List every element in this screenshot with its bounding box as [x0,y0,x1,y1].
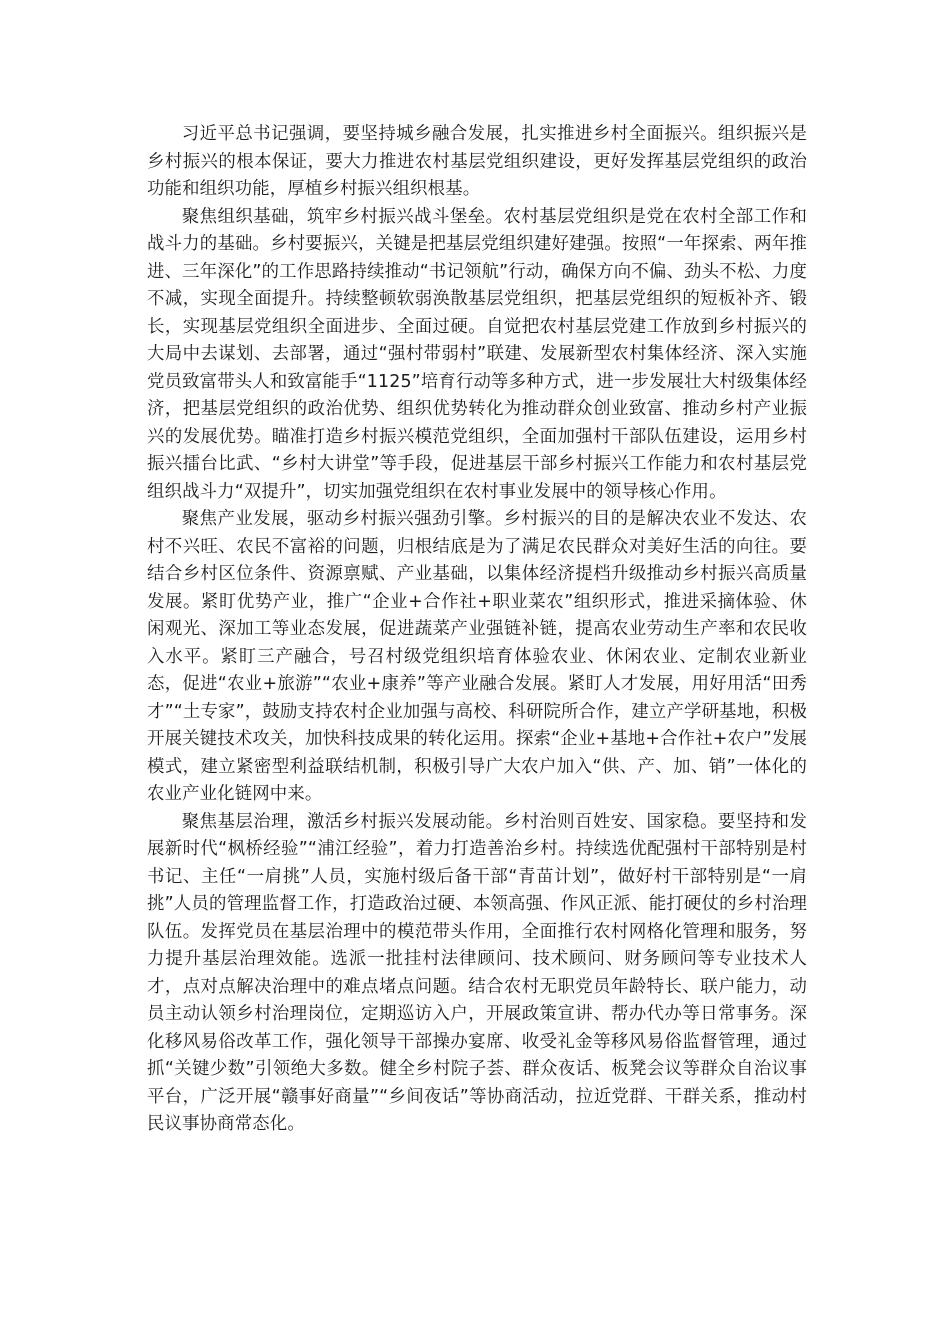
paragraph-industry-development: 聚焦产业发展，驱动乡村振兴强劲引擎。乡村振兴的目的是解决农业不发达、农村不兴旺、农民不富裕的问题，归根结底是为了满足农民群众对美好生活的向往。要结合乡村区位条件、资源禀赋、产业基础，以集体经济提档升级推动乡村振兴高质量发展。紧盯优势产业，推广“企业+合作社+职业菜农”组织形式，推进采摘体验、休闲观光、深加工等业态发展，促进蔬菜产业强链补链，提高农业劳动生产率和农民收入水平。紧盯三产融合，号召村级党组织培育体验农业、休闲农业、定制农业新业态，促进“农业+旅游”“农业+康养”等产业融合发展。紧盯人才发展，用好用活“田秀才”“土专家”，鼓励支持农村企业加强与高校、科研院所合作，建立产学研基地，积极开展关键技术攻关，加快科技成果的转化运用。探索“企业+基地+合作社+农户”发展模式，建立紧密型利益联结机制，积极引导广大农户加入“供、产、加、销”一体化的农业产业化链网中来。 [147,509,807,804]
paragraph-organization-foundation: 聚焦组织基础，筑牢乡村振兴战斗堡垒。农村基层党组织是党在农村全部工作和战斗力的基础。乡村要振兴，关键是把基层党组织建好建强。按照“一年探索、两年推进、三年深化”的工作思路持续推动“书记领航”行动，确保方向不偏、劲头不松、力度不减，实现全面提升。持续整顿软弱涣散基层党组织，把基层党组织的短板补齐、锻长，实现基层党组织全面进步、全面过硬。自觉把农村基层党建工作放到乡村振兴的大局中去谋划、去部署，通过“强村带弱村”联建、发展新型农村集体经济、深入实施党员致富带头人和致富能手“1125”培育行动等多种方式，进一步发展壮大村级集体经济，把基层党组织的政治优势、组织优势转化为推动群众创业致富、推动乡村产业振兴的发展优势。瞄准打造乡村振兴模范党组织，全面加强村干部队伍建设，运用乡村振兴擂台比武、“乡村大讲堂”等手段，促进基层干部乡村振兴工作能力和农村基层党组织战斗力“双提升”，切实加强党组织在农村事业发展中的领导核心作用。 [147,206,807,502]
document-body [147,121,807,1139]
paragraph-grassroots-governance: 聚焦基层治理，激活乡村振兴发展动能。乡村治则百姓安、国家稳。要坚持和发展新时代“枫桥经验”“浦江经验”，着力打造善治乡村。持续选优配强村干部特别是村书记、主任“一肩挑”人员，实施村级后备干部“青苗计划”，做好村干部特别是“一肩挑”人员的管理监督工作，打造政治过硬、本领高强、作风正派、能打硬仗的乡村治理队伍。发挥党员在基层治理中的模范带头作用，全面推行农村网格化管理和服务，努力提升基层治理效能。选派一批挂村法律顾问、技术顾问、财务顾问等专业技术人才，点对点解决治理中的难点堵点问题。结合农村无职党员年龄特长、联户能力，动员主动认领乡村治理岗位，定期巡访入户，开展政策宣讲、帮办代办等日常事务。深化移风易俗改革工作，强化领导干部操办宴席、收受礼金等移风易俗监督管理，通过抓“关键少数”引领绝大多数。健全乡村院子荟、群众夜话、板凳会议等群众自治议事平台，广泛开展“赣事好商量”“乡间夜话”等协商活动，拉近党群、干群关系，推动村民议事协商常态化。 [147,811,807,1134]
paragraph-intro: 习近平总书记强调，要坚持城乡融合发展，扎实推进乡村全面振兴。组织振兴是乡村振兴的根本保证，要大力推进农村基层党组织建设，更好发挥基层党组织的政治功能和组织功能，厚植乡村振兴组织根基。 [147,124,807,199]
